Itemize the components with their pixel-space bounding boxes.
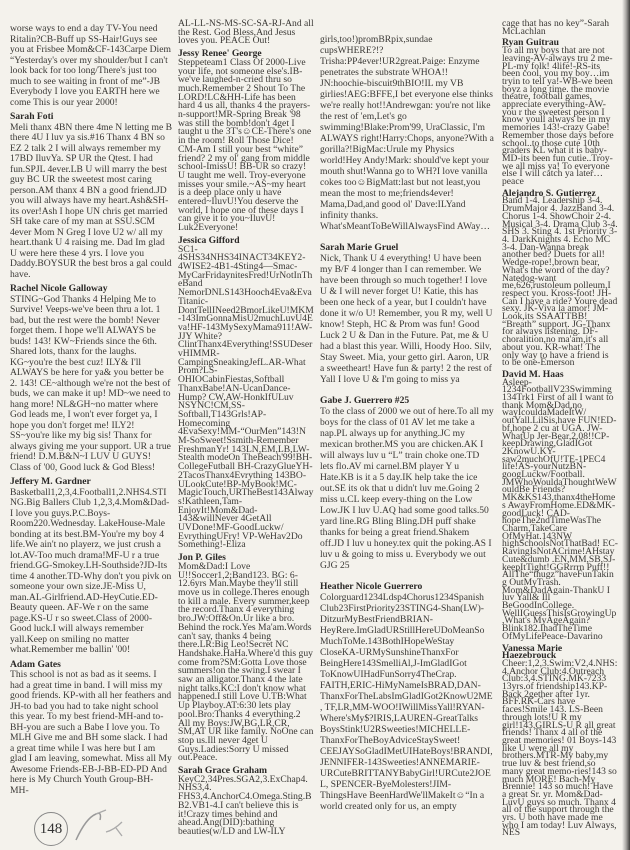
senior-name: Sarah Grace Graham [178,765,267,777]
senior-message: Band 1-4. Leadership 3-4. DrumMajor 4. JazzBand 3-4. Chorus 1-4. ShowChoir 2-4. Musical 3-4. Drama Club 3-4. SHS 3. Sting 4. 1st Priority 3-4. DarkKnights 4. Echo MC 3-4. Dan-Wanna break another bed? Duets for all! Wedge-rope!,brown bear, What's the word of the day? Natedog-want me,626,rustoleum polleum,I respect you. Kross-foot! JH-Can I have a ride? Youre dead sexy. JK-Viva la amor! JM-Look,its SSAATTBB! “Breath” support. JG-Thanx for always listening. DF-choralition,no ma'am,it's all about you. KR-what! The only way to have a friend is to be one-Emerson [502,195,618,369]
stopwatch-doodle-icon [72,808,132,844]
senior-name: David M. Haas [502,368,564,380]
senior-entry [502,37,618,188]
senior-message: To the class of 2000 we out of here.To all my boys for the class of 01 AV let me take a nap.PL always up for anything.JC my mexican brother.MS you are chicken.AK I will always luv u “L” train choke one.TD lets flo.AV mi carnel.BM player Y u Hate.KB is it a 5 day.IK help take the ice out.SE its ok that u didn't luv me.Going 2 miss u.CL keep every-thing on the Low Low.JK I luv U.AQ had some good talks.50 yard line.RG Bling Bling.DH puff shake thanks for being a great friend.Shakem off.JD I luv u honey.tex quit the poking.AS I luv u & going to miss u. Everybody we out GJG 25 [320,406,494,571]
senior-name: Adam Gates [10,658,61,670]
senior-entry [320,581,494,812]
senior-name: Sarah Marie Gruel [320,242,399,253]
senior-message: Colorguard1234Ldsp4Chorus1234Spanish Club23FirstPriority23STING4-Shan(LW)-DitzurMyBestFriendBRIAN-HeyRere.ImGladURStillHereUDoMeanSo MuchToMe.143BothIHopeWeStay CloseKA-URMySunshineThanxFor BeingHere143SmelliAl,J-ImGladIGot ToKnowUIHadFunSorry4TheCrap. FAITH,ERIC-HiMyNameIsBRAD,DAN-ThanxForTheLabsImGladIGot2KnowU2ME, TF,LR,MM-WOO!IWillMissYall!RYAN-Where'sMy$?IRIS,LAUREN-GreatTalks BoysStink!U2RSweeties!MICHELLE-ThanxForTheBoyAdviceStaySweet! CEEJAYSoGladIMetUIHateBoys!BRANDI, JENNIFER-143Sweeties!ANNEMARIE-URCuteBRITTANYBabyGirl!URCute2JOEL, SPENCER-ByeMolesters!JIM-ThingsHave BeenHardWe'llMakeIt☺“In a world created only for us, an empty [320,592,493,812]
senior-message: Cheer:1,2,3.Swim:V2,4.NHS:4.Anchor Club:4.Outreach Club:3,4.STING.MK-7233 13yrs.of friendship143.KP-Back 2gether after 1yr. BFF.RK-Cars have faces!Smile 143. LS-Been through lots!U R my girl!143.GIRLS-U R all great friends! Thanx 4 all of the great memories! 01 Boys-143 like U were all my brothers.MTR-My baby,my true luv & best friend,so many great memo-ries!143 so much MORE! Bach-My Brennie! 143 so much! Have a great Sr. yr. Mom&Dad-LuvU guys so much. Thanx 4 all of the support through the yrs. U both have made me who I am today! Luv Always, NES [502,657,618,839]
senior-name: Jeffery M. Gardner [10,476,91,487]
senior-entry [10,477,172,656]
senior-entry [320,242,494,385]
senior-message: Steppeteam1 Class Of 2000-Live your life, not someone else's.IB-we've laughed-n-cried thru so much.Remember 2 Shout To The LORD!LC&HH-Life has been hard 4 us all, thanks 4 the prayers-n-support!MR-Spring Break '98 was still the bomb!don't 4get I taught u the 3T's☺CE-There's one in the room! Roll Those Dice! CM-Am I still your best “white” friend? 2 my ol' gang from middle school-ImissU! BB-UR so crazy! U taught me well. Troy-everyone misses your smile.~AS~my heart is a deep place only u have entered~IluvU!You deserve the world, I hope one of these days I can give it to you~IluvU! Luk2Everyone! [178,56,312,234]
column-1 [10,24,172,800]
senior-message: Meli thanx 4BN there 4me N letting me B there 4U I luv ya sis.#16 Thanx 4 BN so EZ 2 talk 2 I will always remember my 17BD IluvYa. SP UR the Qtest. I had fun.SPJL 4ever.LB U will marry the best guy BC UR the sweetest most caring person.AM thanx 4 BN a good friend.JD you will always have my heart.Ash&SH-its over!Ash I hope UN chris get married SH take care of my man at SSU.SCM 4ever Mom N Greg I love U2 w/ all my heart.thank U 4 raising me. Dad Im glad U were here these 4 yrs. I love you Daddy.BOYSUR the best bros a gal could have. [10,121,172,280]
senior-message: KeyC2,34Pres.SGA2,3.ExChap4.NHS3,4. FHS3,4.AnchorC4.Omega.Sting.BB2.VB1-4.I can't believe this is it!Crazy times behind and ahead.Ang(DID):bathing beauties(w/LD and LW-ILY [178,773,312,837]
senior-entry [502,642,618,839]
continued-text: worse ways to end a day TV-You need Ritalin?CB-Buff up SS-Hair!Guys see you at Frisbee Mom&CF-143Carpe Diem “Yesterday's over my shoulder/but I can't look back for too long/There's just too much to see waiting in front of me”-JB Everybody I love you EARTH here we come This is our year 2000! [10,23,171,108]
column-3 [320,34,494,822]
senior-name: Jessica Gifford [178,234,240,246]
senior-entry [178,50,314,233]
senior-name: Ryan Guitrau [502,37,559,49]
column-2 [178,20,314,841]
senior-name: Vanessa Marie Haezebrouck [502,642,563,662]
senior-entry [178,554,314,763]
continued-text: AL-LL-NS-MS-SC-SA-RJ-And all the Rest. God Bless,And Jesus loves you. PEACE Out! [178,18,314,47]
senior-message: Nick, Thank U 4 everything! U have been my B/F 4 longer than I can remember. We have been through so much together! I love U & I will never forget U! Katie, this has been one heck of a year, but I couldn't have done it w/o U! Remember, you R my, well U know! Steph, HC & Prom was fun! Good Luck 2 U & Dan in the Future. Pat, me & U had a blast this year. Willi, Hoody Hoo. Silv, Stay Sweet. Mia, your getto girl. Aaron, UR a sweetheart! Have fun & party! 2 the rest of Yall I love U & I'm going to miss ya [320,253,493,385]
senior-message: Basketball1,2,3,4.Football1,2.NHS4.STING.Big Ballers Club 1,2,3,4.Mom&Dad-I love you guys.P.C.Boys-Room220.Wednesday. LakeHouse-Male bonding at its best.BM-You're my boy 4 life.We ain't no playerz, we just crush a lot.AV-Too much drama!MF-U r a true friend.GG-Smokey.LH-Southside?JD-Its time 4 another.TD-Why don't you pivk on someone your own size.JE-Miss U, man.AL-Girlfriend.AD-HeyCutie.ED-Beauty queen. AF-We r on the same page.KS-U r so sweet.Class of 2000-Good luck.I will always remember yall.Keep on smiling no matter what.Remember me ballin' '00! [10,486,172,655]
senior-entry [178,767,314,837]
senior-name: Rachel Nicole Galloway [10,283,108,294]
senior-message: This school is not as bad as it seems. I had a great time in band. I will miss my good friends. KP-with all her feathers and JH-to bad you had to take night school this year. To my best friend-MH-and to-BH-you are such a Babe I love you. To MLH Give me and BH some slack. I had a great time while I was here but I am glad I am leaving, somewhat. Miss all My Awesome Friends-EB-J-BB-ED-PD And here is My Church Youth Group-BH-MH- [10,669,172,796]
senior-name: Jon P. Giles [178,552,226,564]
senior-name: Gabe J. Guerrero #25 [320,395,410,406]
senior-message: Mom&Dad:I Love U!!Soccer1,2;Band123. BG: 6-12.6yrs Man.Maybe they'll still move us in college.Theres enough to kill a male. Every summer,keep the record.Thanx 4 everything bro.JW:Off&On.Ur like a bro. Behind the rock.Yes Ma'am.Words can't say, thanks 4 being there.LR:Big Leo!Secret NC Handshake.HaHa.Where'd this guy come from?SM:Gotta Love those summers!on the swing.I swear I saw an alligator.Thanx 4 the late night talks.KC:I don't know what happened.I still Love U.TB:What Up Playboy.AT:6:30 lets play pool.Bro:Thanks 4 everything.2 All my Boys:JW,BG,LR,CR, SM,AT UR like family. NoOne can stop us.Ill never 4get U Guys.Ladies:Sorry U missed out.Peace. [178,560,314,764]
senior-entry [10,660,172,797]
senior-entry [10,112,172,280]
senior-message: STING~God Thanks 4 Helping Me to Survive! Veeps-we've been thru a lot. 1 bad, but the rest were the bomb! Never forget them. I hope we'll ALWAYS be buds! 143! KW~Friends since the 6th. Shared lots, thanx for the laughs. KG~you're the best cuz! ILY& I'll ALWAYS be here for ya& you better be 2. 143! CE~although we're not the best of buds, we can make it up! MD~we need to hang more! NL&GH~no matter where God leads me, I won't ever forget ya, I hope you don't forget me! ILY2! SS~you're like my big sis! Thanx for always giving me your support. UR a true friend! D.M.B&N~I LUV U GUYS! Class of '00, Good luck & God Bless! [10,293,171,473]
senior-message: Asleep-1234FootballV23Swimming 134Trk1 First of all I want to thank Mom&Dad,no wayIcouldaMadeItW/ outYall.LilSis,have FUN!ED-bf,hope 2 cu at UGA. JW-WhatUp Jer-Bear,2.08!!CP-keepDrawing,GladIGot 2KnowU.KY-saw2muchOfU!TE-1PEC4 life!AS-yourNutzBN-googLuckw/Football. JMWhoWouldaThoughtWeWouldBe Friends?MK&KS143,thanx4theHomes AwayFromHome.ED&MK-goodLuck! CAD-hopeThe2ndTimeWasThe Charm,TakeCare OfMyHat.143NW highSchoolsNotThatBad! EC-RavingIsNotACrime!AHstayCute&dumb .EN,MM,SB,SJ-keepItTight!GGRrrrn Puff!! AllThe“thugz”haveFunTaking OutMyTrash. Mom&DadAgain-ThankU I luv Yall& Ill BeGoodInCollege. WellIGuessThisIsGrowingUp,What's MyAgeAgain?Blink182.IhadTheTime OfMyLifePeace-Davarino [502,376,618,642]
continued-text: girls,too!)promBRpix,sundae cupsWHERE?!?Trisha:PP4ever!UR2great.Paige: Enzyme penetrates the substrate WHOA!! JN:hoochie-biscuit9thBIO!IL my VB girlies!AEG:BFFE,I bet everyone else thinks we're really hot!!Andrewgan: you're not like the rest of 'em,Let's go swimming!Blake:Prom'99, UraClassic, I'm ALWAYS right!Harry:Chops, anyone?With a gorilla?!BigMac:Urule my Physics world!Hey Andy!Mark: should've kept your mouth shut!Wanna go to WH?I love vanilla cokes too☺BigMatt:last but not least,you mean the most to me;friends4ever! Mama,Dad,and good ol' Dave:ILYand infinity thanks. What'sMeantToBeWillAlwaysFind AWay… [320,34,494,232]
senior-name: Jessy Renee' George [178,48,262,60]
page-binding-shadow [622,0,630,850]
senior-entry [320,395,494,571]
senior-message: SC1-4SHS34NHS34INACT34KEY2-4WISE2-4B1-4Sting4—Smac-MyCarFridaynitesFred!UrNotInTheBand NemorDNLS143Hooch4Eva&EvaTitanic-DontTellINeed2BmorLikeU!MKM-143ImGonnaMisU2muchLuvU4Eva!HF-143MySexyMama911!AW-JJY White? ClintThanx4Everything!SSUDeservHIMMR-CampingSneakingJefL.AR-What Prom?LS-OHIOCabinFiestas,Softball ThanxBabe!AN-UcanDance-Hump? CW,AW-HonkIfULuv NSYNC!CM,SS-Softball,T143Grls!AP-Homecoming 4EvaSexy!MM-“OurMen”143!NM-SoSweet!Ssmith-Remember FreshmanYr! 143LN,EM,LB,LW-Stealth modeOn TheBeach'99!BH-CollegeFutball BH-CrazyGlueYH-2TacosThanx4Evrything 143BO-ULookCute!BP-MyBook!MC-MagicTouch,URTheBest143Always!Kathleen,Tam-EnjoyIt!Mom&Dad-143&willNever 4GetAll UVDone!MF-GoodLuckw/ EvrythingUFry! VP-WeHav2Do Something!-Eliza [178,243,314,551]
continued-text: cage that has no key”-Sarah McLachlan [502,18,610,37]
senior-entry [502,187,618,369]
page-number: 148 [34,812,68,846]
senior-name: Sarah Foti [10,111,54,122]
column-4 [502,20,618,841]
senior-entry [502,368,618,642]
senior-name: Heather Nicole Guerrero [320,581,423,592]
senior-entry [10,284,172,473]
senior-entry [178,234,314,551]
senior-message: To all my boys that are not leaving-AV-always tru 2 me-PL-my folk! 4life!-RS-its been cool, you my boy…im tryin to tell ya!-WB-we been boyz a long time. the movie theatre, football games, appreciate everything-AW-you r the sweetest person I know youll always be in my memories 143!-crazy Gabe! Remember those days before school..to those cute 10th graders KL what it is baby-MD-its been fun cutie..Troy-we all miss ya! To everyone else I will catch ya later…peace [502,45,614,188]
senior-name: Alejandro S. Gutierrez [502,187,596,199]
